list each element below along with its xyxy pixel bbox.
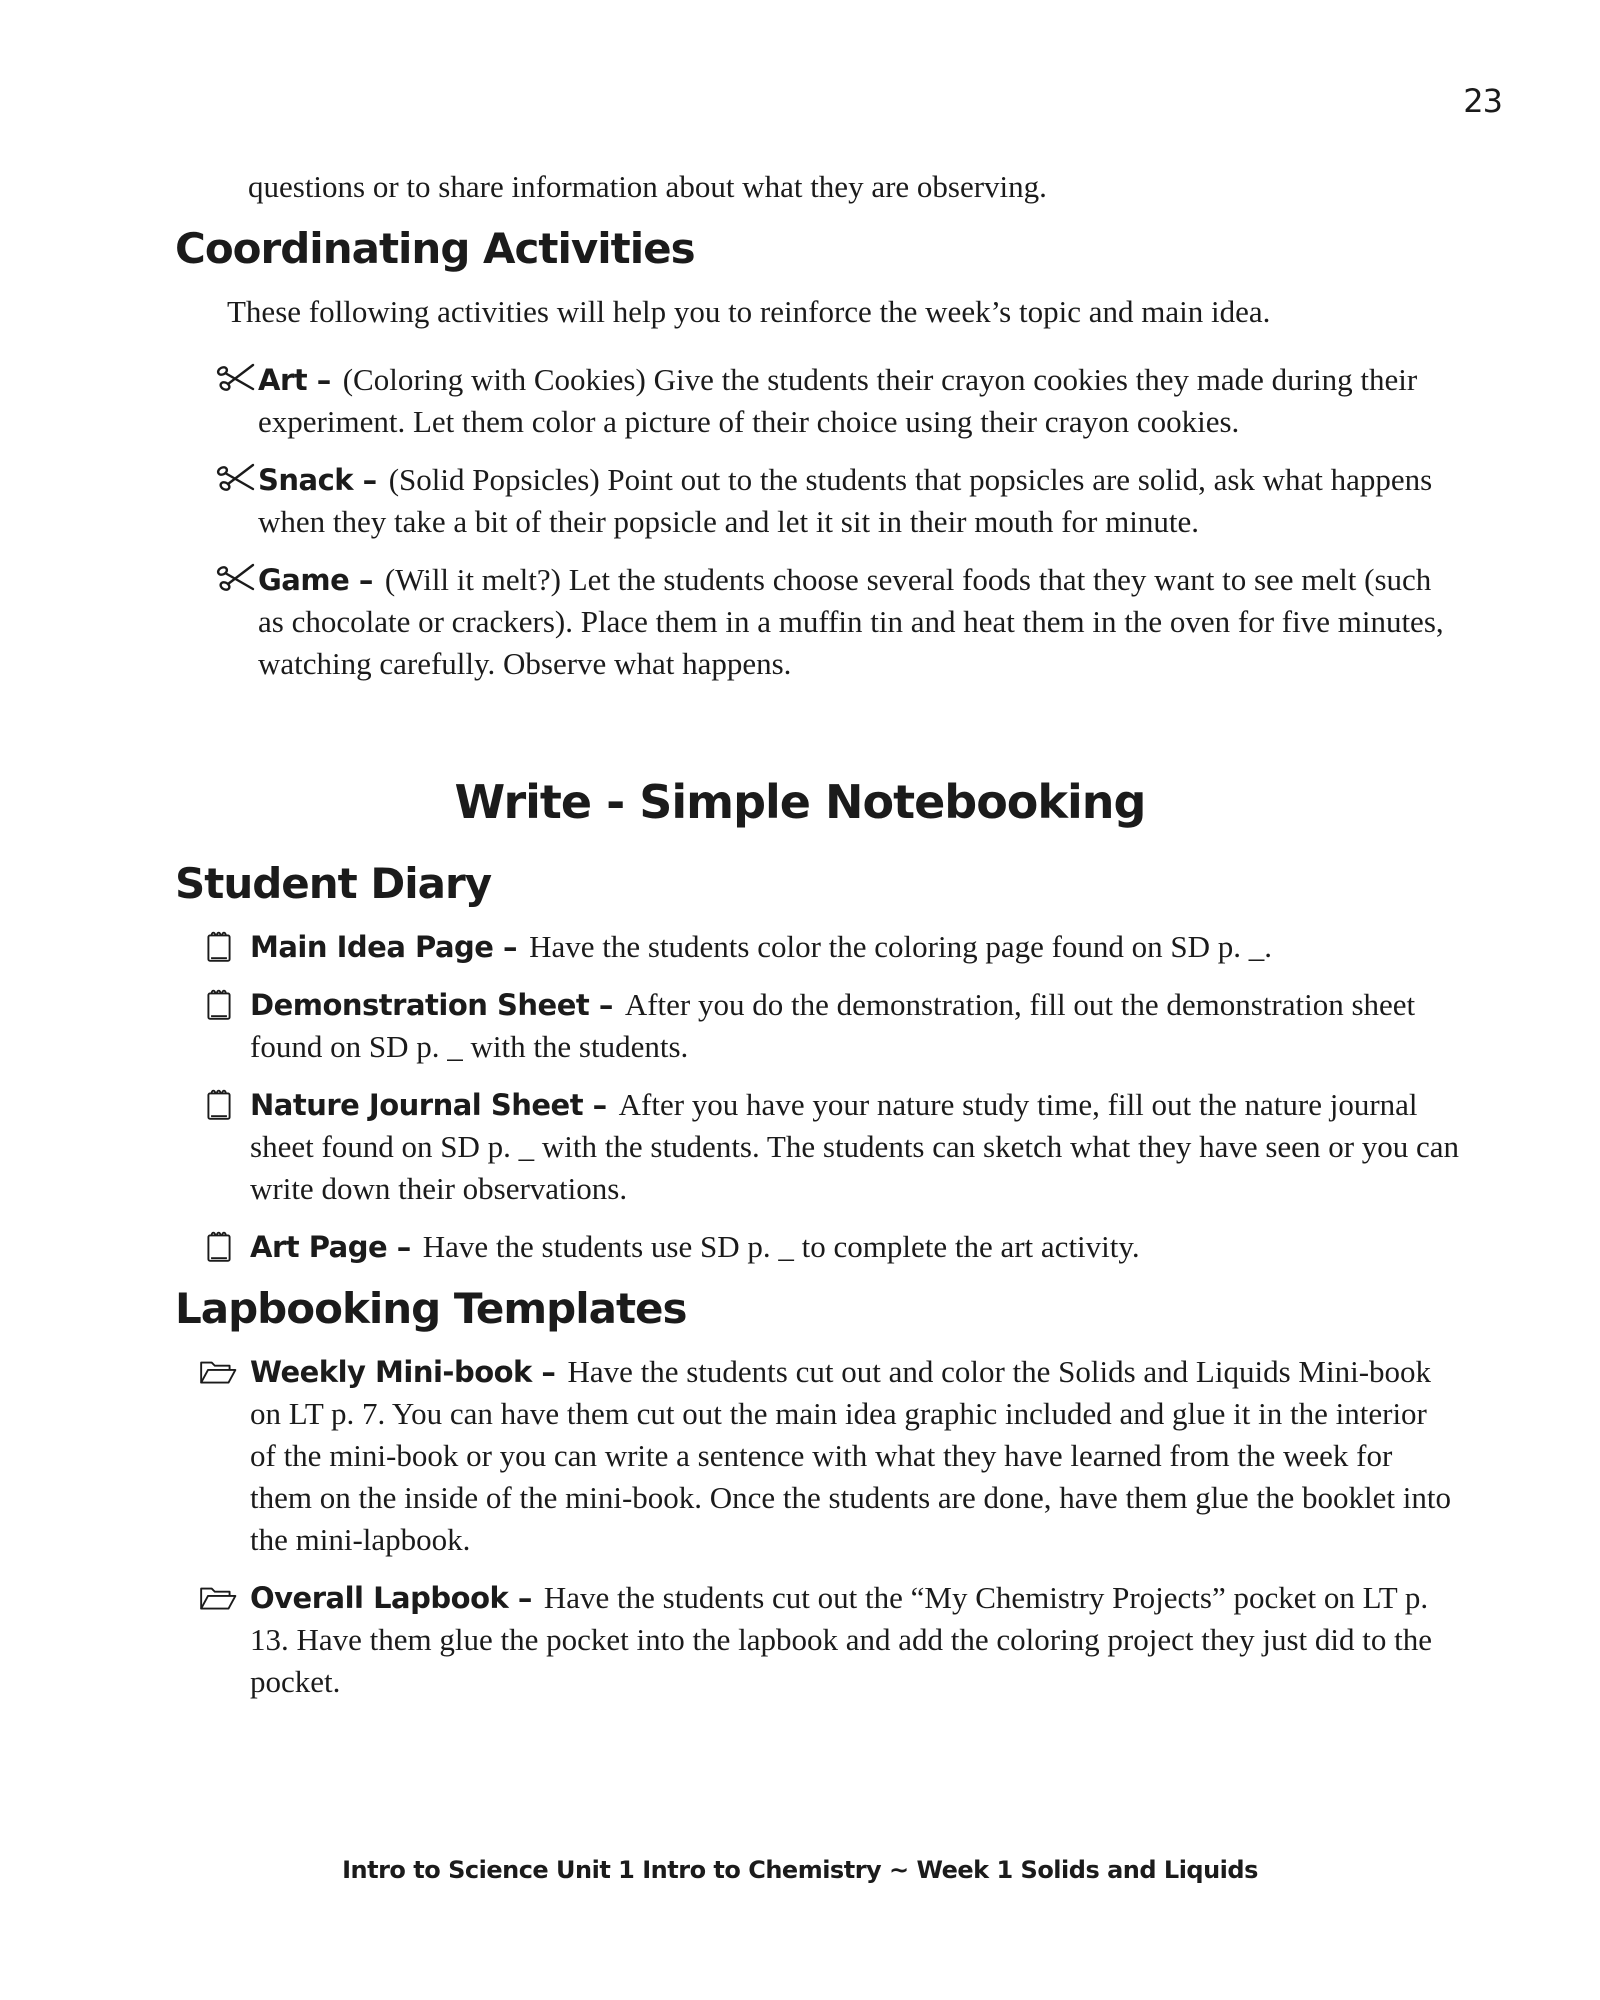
folder-icon — [198, 1582, 238, 1616]
lapbook-item-weekly-mini-book — [250, 1351, 1460, 1561]
notepad-icon — [204, 1086, 244, 1120]
activity-item-art — [258, 359, 1460, 443]
page-footer: Intro to Science Unit 1 Intro to Chemistry ~ Week 1 Solids and Liquids — [342, 1856, 1258, 1884]
lead-paragraph: questions or to share information about what they are observing. — [248, 169, 1047, 204]
coordinating-activities-list — [0, 359, 1600, 685]
page-content — [0, 166, 1600, 1719]
lapbooking-templates-list — [0, 1351, 1600, 1703]
activity-text: (Coloring with Cookies) Give the students their crayon cookies they made during their experiment. Let them color a picture of their choice using their crayon cookies. — [258, 362, 1418, 439]
diary-item-demonstration-sheet — [250, 984, 1460, 1068]
page-number: 23 — [1463, 82, 1502, 120]
activity-text: (Will it melt?) Let the students choose several foods that they want to see melt (such as chocolate or crackers). Place them in a muffin tin and heat them in the oven for five minutes, watching carefully. Observe what happens. — [258, 562, 1444, 681]
section-heading-lapbooking-templates: Lapbooking Templates — [175, 1284, 687, 1333]
activity-item-game — [258, 559, 1460, 685]
diary-text: Have the students color the coloring page found on SD p. _. — [529, 929, 1273, 964]
diary-item-nature-journal-sheet — [250, 1084, 1460, 1210]
coordinating-intro: These following activities will help you to reinforce the week’s topic and main idea. — [227, 294, 1271, 329]
lapbook-label: Weekly Mini-book – — [250, 1355, 556, 1389]
section-heading-coordinating-activities: Coordinating Activities — [175, 224, 695, 273]
student-diary-list — [0, 926, 1600, 1268]
notepad-icon — [204, 986, 244, 1020]
lapbook-text: Have the students cut out the “My Chemistry Projects” pocket on LT p. 13. Have them glue the pocket into the lapbook and add the coloring project they just did to the pocket. — [250, 1580, 1433, 1699]
section-heading-student-diary: Student Diary — [175, 859, 492, 908]
activity-label: Game – — [258, 563, 373, 597]
notepad-icon — [204, 1228, 244, 1262]
diary-text: After you do the demonstration, fill out the demonstration sheet found on SD p. _ with the students. — [250, 987, 1416, 1064]
diary-label: Main Idea Page – — [250, 930, 518, 964]
scissors-icon — [216, 362, 256, 396]
diary-label: Demonstration Sheet – — [250, 988, 613, 1022]
diary-label: Nature Journal Sheet – — [250, 1088, 607, 1122]
scissors-icon — [216, 562, 256, 596]
folder-icon — [198, 1356, 238, 1390]
activity-item-snack — [258, 459, 1460, 543]
lapbook-text: Have the students cut out and color the Solids and Liquids Mini-book on LT p. 7. You can have them cut out the main idea graphic included and glue it in the interior of the mini-book or you can write a sentence with what they have learned from the week for them on the inside of the mini-book. Once the students are done, have them glue the booklet into the mini-lapbook. — [250, 1354, 1451, 1557]
diary-item-main-idea-page — [250, 926, 1460, 968]
activity-label: Art – — [258, 363, 331, 397]
diary-text: Have the students use SD p. _ to complete the art activity. — [422, 1229, 1140, 1264]
activity-text: (Solid Popsicles) Point out to the students that popsicles are solid, ask what happens when they take a bit of their popsicle and let it sit in their mouth for minute. — [258, 462, 1433, 539]
diary-item-art-page — [250, 1226, 1460, 1268]
diary-label: Art Page – — [250, 1230, 411, 1264]
main-heading-write-simple-notebooking: Write - Simple Notebooking — [454, 775, 1146, 829]
lapbook-label: Overall Lapbook – — [250, 1581, 532, 1615]
diary-text: After you have your nature study time, fill out the nature journal sheet found on SD p. _ with the students. The students can sketch what they have seen or you can write down their observations. — [250, 1087, 1460, 1206]
notepad-icon — [204, 928, 244, 962]
lapbook-item-overall-lapbook — [250, 1577, 1460, 1703]
scissors-icon — [216, 462, 256, 496]
activity-label: Snack – — [258, 463, 377, 497]
